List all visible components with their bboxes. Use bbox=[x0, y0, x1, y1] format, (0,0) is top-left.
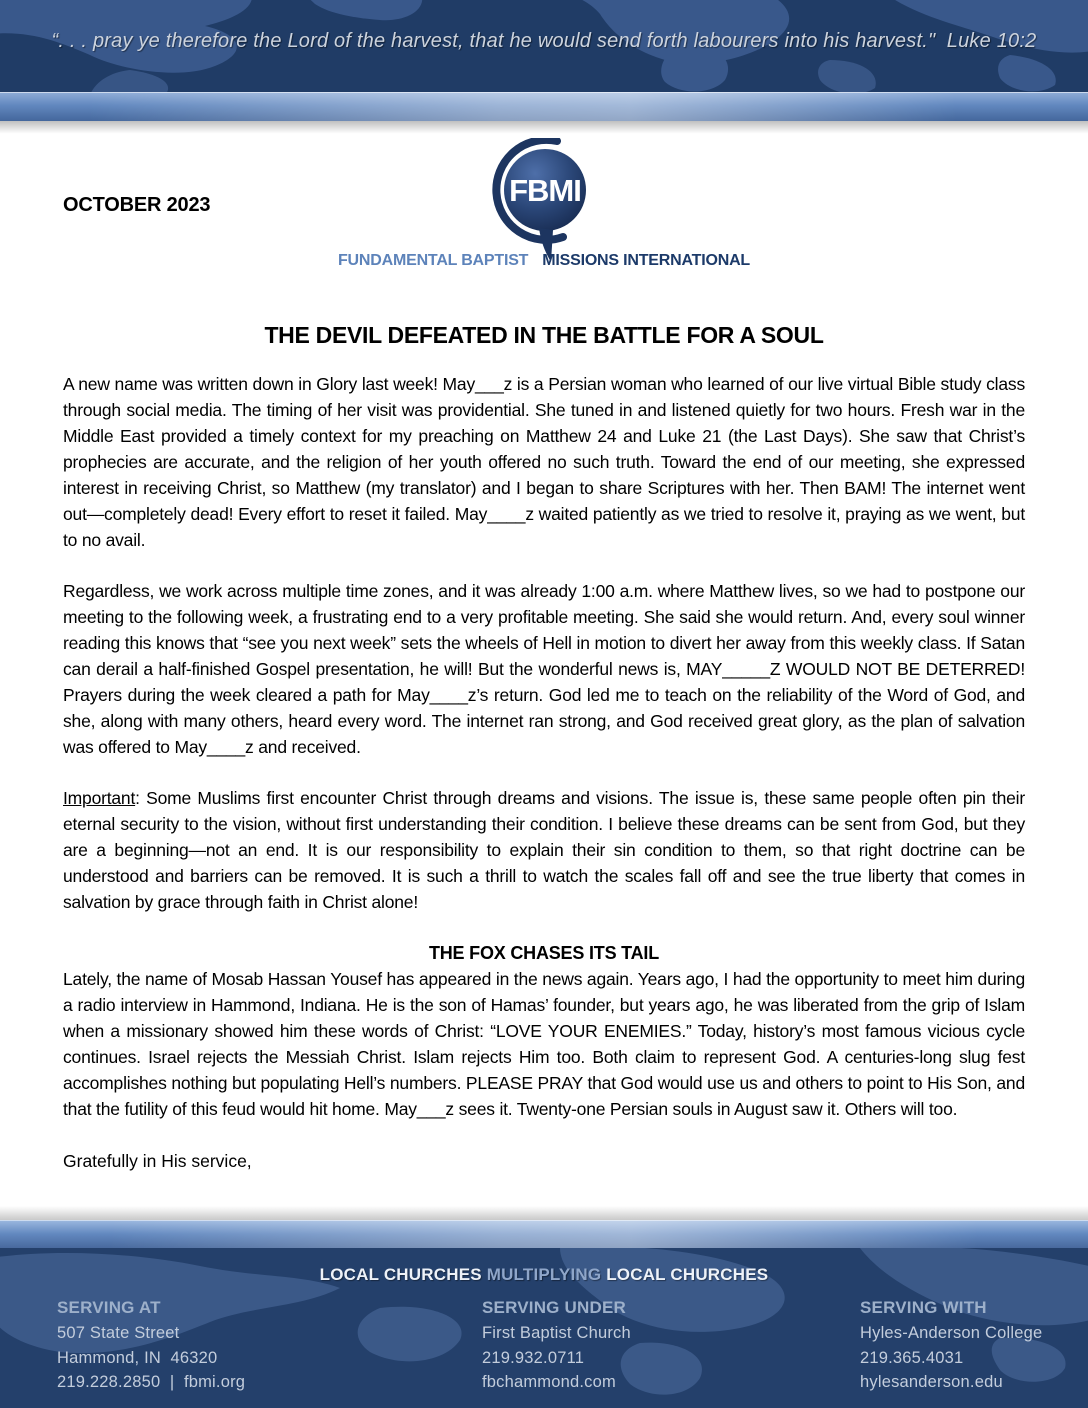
serving-with-phone: 219.365.4031 bbox=[860, 1348, 964, 1367]
important-label: Important bbox=[63, 788, 136, 808]
header-shadow bbox=[0, 121, 1088, 136]
masthead bbox=[0, 136, 1088, 308]
fbmi-logo bbox=[0, 138, 1088, 270]
header-scripture-quote: “. . . pray ye therefore the Lord of the harvest, that he would send forth labourers into his harvest." Luke 10:2 bbox=[51, 30, 1037, 52]
tagline-part2: MULTIPLYING bbox=[486, 1265, 602, 1284]
footer bbox=[0, 1206, 1088, 1408]
wordmark-missions-international: MISSIONS INTERNATIONAL bbox=[542, 252, 750, 269]
footer-shadow bbox=[0, 1206, 1088, 1220]
closing-line: Gratefully in His service, bbox=[63, 1151, 252, 1171]
paragraph-2: Regardless, we work across multiple time zones, and it was already 1:00 a.m. where Matthew lives, so we had to postpone our meeting to the following week, a frustrating end to a very profitable meeting. She said she would return. And, every soul winner reading this knows that “see you next week” sets the wheels of Hell in motion to divert her away from this weekly class. If Satan can derail a half-finished Gospel presentation, he will! But the wonderful news is, MAY_____Z WOULD NOT BE DETERRED! Prayers during the week cleared a path for May____z’s return. God led me to teach on the reliability of the Word of God, and she, along with many others, heard every word. The internet ran strong, and God received great glory, as the plan of salvation was offered to May____z and received. bbox=[63, 581, 1025, 757]
serving-with-website[interactable]: hylesanderson.edu bbox=[860, 1373, 1003, 1391]
serving-with-heading: SERVING WITH bbox=[860, 1298, 987, 1317]
serving-with-college: Hyles-Anderson College bbox=[860, 1324, 1043, 1342]
serving-under-church: First Baptist Church bbox=[482, 1324, 631, 1342]
tagline-part3: LOCAL CHURCHES bbox=[601, 1265, 769, 1284]
serving-under-heading: SERVING UNDER bbox=[482, 1298, 626, 1317]
fbmi-globe-icon bbox=[469, 138, 619, 266]
wordmark-fundamental-baptist: FUNDAMENTAL BAPTIST bbox=[337, 252, 529, 269]
serving-under-phone: 219.932.0711 bbox=[482, 1348, 585, 1367]
paragraph-4: Lately, the name of Mosab Hassan Yousef has appeared in the news again. Years ago, I had the opportunity to meet him during a radio interview in Hammond, Indiana. He is the son of Hamas’ founder, but years ago, he was liberated from the grip of Islam when a missionary showed him these words of Christ: “LOVE YOUR ENEMIES.” Today, history’s most famous vicious cycle continues. Israel rejects the Messiah Christ. Islam rejects Him too. Both claim to represent God. A centuries-long slug fest accomplishes nothing but populating Hell’s numbers. PLEASE PRAY that God would use us and others to point to His Son, and that the futility of this feud would hit home. May___z sees it. Twenty-one Persian souls in August saw it. Others will too. bbox=[63, 969, 1025, 1119]
tagline-part1: LOCAL CHURCHES bbox=[319, 1265, 487, 1284]
serving-at-heading: SERVING AT bbox=[57, 1298, 161, 1317]
footer-column-serving-with bbox=[860, 1298, 1042, 1395]
footer-accent-stripe bbox=[0, 1220, 1088, 1248]
paragraph-3-text: : Some Muslims first encounter Christ through dreams and visions. The issue is, these same people often pin their eternal security to the vision, without first understanding their condition. I believe these dreams can be sent from God, but they are a beginning—not an end. It is our responsibility to explain their sin condition to them, so that right doctrine can be understood and barriers can be removed. It is such a thrill to watch the scales fall off and see the true liberty that comes in salvation by grace through faith in Christ alone! bbox=[63, 788, 1025, 912]
footer-column-serving-under bbox=[482, 1298, 631, 1395]
serving-at-phone-website[interactable]: 219.228.2850 | fbmi.org bbox=[57, 1373, 246, 1391]
article-body bbox=[0, 322, 1088, 1226]
header-banner bbox=[0, 0, 1088, 92]
footer-column-serving-at bbox=[57, 1298, 245, 1395]
paragraph-3 bbox=[63, 785, 1025, 915]
issue-date: OCTOBER 2023 bbox=[63, 194, 211, 216]
serving-at-city: Hammond, IN 46320 bbox=[57, 1348, 218, 1367]
section-heading-fox-chases-tail: THE FOX CHASES ITS TAIL bbox=[428, 943, 660, 963]
paragraph-1: A new name was written down in Glory last week! May___z is a Persian woman who learned of our live virtual Bible study class through social media. The timing of her visit was providential. She tuned in and listened quietly for two hours. Fresh war in the Middle East provided a timely context for my preaching on Matthew 24 and Luke 21 (the Last Days). She saw that Christ’s prophecies are accurate, and the religion of her youth offered no such truth. Toward the end of our meeting, she expressed interest in receiving Christ, so Matthew (my translator) and I began to share Scriptures with her. Then BAM! The internet went out—completely dead! Every effort to reset it failed. May____z waited patiently as we tried to resolve it, praying as we went, but to no avail. bbox=[63, 374, 1025, 550]
serving-under-website[interactable]: fbchammond.com bbox=[482, 1373, 616, 1391]
header-accent-stripe bbox=[0, 92, 1088, 121]
serving-at-street: 507 State Street bbox=[57, 1324, 180, 1342]
fbmi-wordmark bbox=[0, 252, 1088, 270]
article-title: THE DEVIL DEFEATED IN THE BATTLE FOR A SOUL bbox=[264, 322, 824, 348]
fbmi-logo-text: FBMI bbox=[509, 173, 581, 208]
footer-tagline bbox=[0, 1248, 1088, 1285]
footer-banner bbox=[0, 1248, 1088, 1408]
